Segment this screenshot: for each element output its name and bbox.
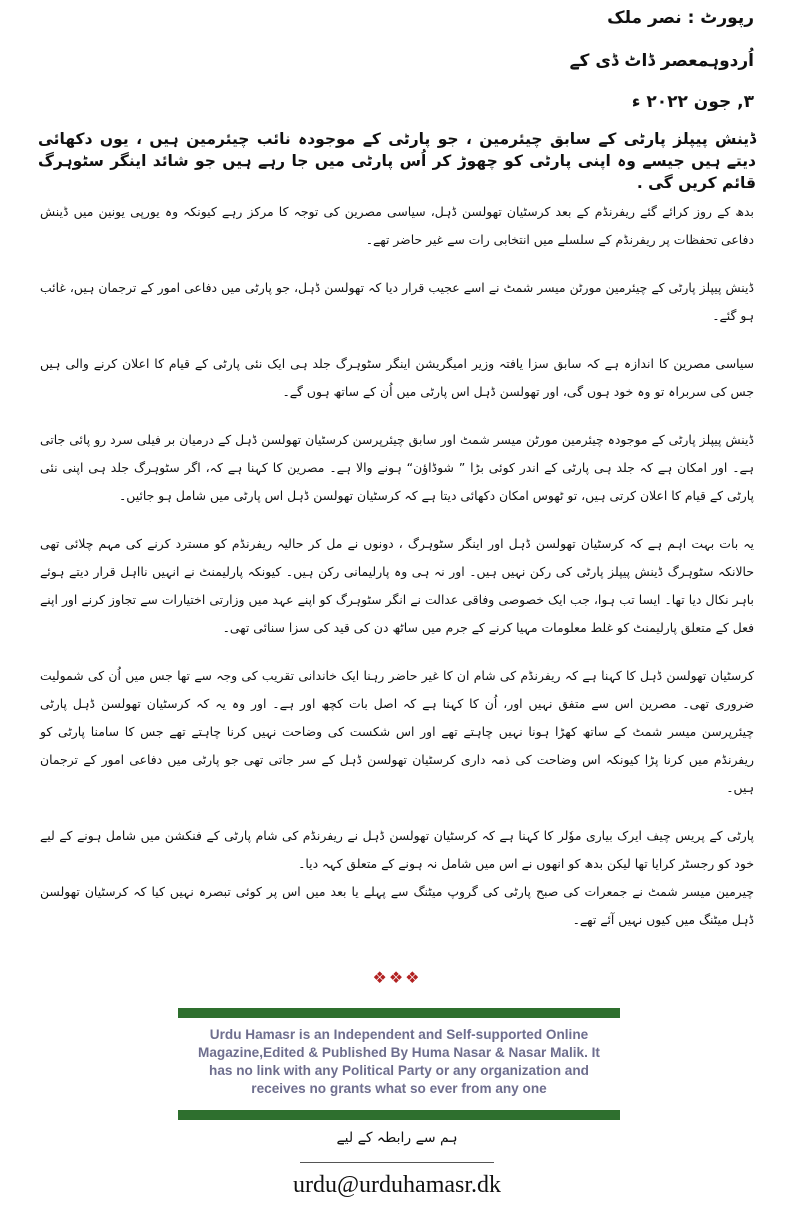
- article-date: ۳, جون ۲۰۲۲ ء: [631, 92, 754, 112]
- paragraph: ڈینش پیپلز پارٹی کے موجودہ چیئرمین مورٹن میسر شمٹ اور سابق چیئرپرسن کرسٹیان تھولسن ڈہل کے درمیان بر فیلی سرد رو پائی جاتی ہے۔ اور امکان ہے کہ جلد ہی پارٹی کے اندر کوئی بڑا ” شوڈاؤن“ ہونے والا ہے۔ مصرین کا کہنا ہے کہ، اگر سٹوہرگ جلد ہی اپنی نئی پارٹی کے قیام کا اعلان کرتی ہیں، تو ٹھوس امکان دکھائی دیتا ہے کہ کرسٹیان تھولسن ڈہل اس پارٹی میں شامل ہو جائیں۔: [40, 432, 754, 503]
- paragraph: بدھ کے روز کرائے گئے ریفرنڈم کے بعد کرسٹیان تھولسن ڈہل، سیاسی مصرین کی توجہ کا مرکز رہے کیونکہ وہ یورپی یونین میں ڈینش دفاعی تحفظات پر ریفرنڈم کے سلسلے میں انتخابی رات سے غیر حاضر تھے۔: [40, 204, 754, 247]
- paragraph: ڈینش پیپلز پارٹی کے چیئرمین مورٹن میسر شمٹ نے اسے عجیب قرار دیا کہ تھولسن ڈہل، جو پارٹی میں دفاعی امور کے ترجمان ہیں، غائب ہو گئے۔: [40, 280, 754, 323]
- disclaimer-banner: [178, 1008, 620, 1120]
- contact-label: ہم سے رابطہ کے لیے: [336, 1130, 458, 1146]
- paragraph: یہ بات بہت اہم ہے کہ کرسٹیان تھولسن ڈہل اور اینگر سٹوہرگ ، دونوں نے مل کر حالیہ ریفرنڈم کو مسترد کرنے کی مہم چلائی تھی حالانکہ سٹوہرگ ڈینش پیپلز پارٹی کی رکن نہیں ہیں۔ اور نہ ہی وہ پارلیمانی رکن ہیں۔ کیونکہ پارلیمنٹ نے انہیں نااہل قرار دیتے ہوئے باہر نکال دیا تھا۔ ایسا تب ہوا، جب ایک خصوصی وفاقی عدالت نے انگر سٹوہرگ کو اپنے عہد میں وزارتی اختیارات سے تجاوز کرنے اور اپنے فعل کے متعلق پارلیمنٹ کو غلط معلومات مہیا کرنے کے جرم میں ساٹھ دن کی قید کی سزا سنائی تھی۔: [40, 536, 754, 635]
- publication-name: اُردوہمعصر ڈاٹ ڈی کے: [569, 51, 754, 71]
- contact-email-link[interactable]: urdu@urduhamasr.dk: [292, 1172, 502, 1198]
- paragraph: سیاسی مصرین کا اندازہ ہے کہ سابق سزا یافتہ وزیر امیگریشن اینگر سٹوہرگ جلد ہی ایک نئی پارٹی کے قیام کا اعلان کرنے والی ہیں جس کی سربراہ تو وہ خود ہوں گی، اور تھولسن ڈہل اس پارٹی میں اُن کے ساتھ ہوں گے۔: [40, 356, 754, 399]
- article-headline: ڈینش پیپلز پارٹی کے سابق چیئرمین ، جو پارٹی کے موجودہ نائب چیئرمین ہیں ، یوں دکھائی دیتے ہیں جیسے وہ اپنی پارٹی کو چھوڑ کر اُس پارٹی میں جا رہے ہیں جو شائد اینگر سٹوہرگ قائم کریں گی .: [38, 130, 756, 192]
- paragraph: کرسٹیان تھولسن ڈہل کا کہنا ہے کہ ریفرنڈم کی شام ان کا غیر حاضر رہنا ایک خاندانی تقریب کی وجہ سے تھا جس میں اُن کی شمولیت ضروری تھی۔ مصرین اس سے متفق نہیں اور، اُن کا کہنا ہے کہ اصل بات کچھ اور ہے۔ اور وہ یہ کہ کرسٹیان تھولسن ڈہل پارٹی چیئرپرسن میسر شمٹ کے ساتھ کھڑا ہونا نہیں چاہتے تھے اور اس شکست کی وضاحت نہیں کرنا چاہتے تھے جس کا سامنا پارٹی کو ریفرنڈم میں کرنا پڑا کیونکہ اس وضاحت کی ذمہ داری کرسٹیان تھولسن ڈہل کے سر جاتی تھی جو پارٹی میں دفاعی امور کے ترجمان ہیں۔: [40, 668, 754, 795]
- ornament-divider-icon: ❖❖❖: [372, 968, 422, 987]
- article-body: [40, 198, 754, 954]
- disclaimer-text: Urdu Hamasr is an Independent and Self-supported Online Magazine,Edited & Published By Huma Nasar & Nasar Malik. It has no link with any Political Party or any organization and receives no grants what so ever from any one: [198, 1027, 600, 1096]
- reporter-line: رپورٹ : نصر ملک: [607, 8, 754, 28]
- paragraph: پارٹی کے پریس چیف ایرک بیاری موٗلر کا کہنا ہے کہ کرسٹیان تھولسن ڈہل نے ریفرنڈم کی شام پارٹی کے فنکشن میں شامل ہونے کے لیے خود کو رجسٹر کرایا تھا لیکن بدھ کو انھوں نے اس میں شامل نہ ہونے کے متعلق کہہ دیا۔: [40, 828, 754, 871]
- contact-divider: [300, 1162, 494, 1163]
- paragraph: چیرمین میسر شمٹ نے جمعرات کی صبح پارٹی کی گروپ میٹنگ سے پہلے یا بعد میں اس پر کوئی تبصرہ نہیں کیا کہ کرسٹیان تھولسن ڈہل میٹنگ میں کیوں نہیں آئے تھے۔: [40, 884, 754, 927]
